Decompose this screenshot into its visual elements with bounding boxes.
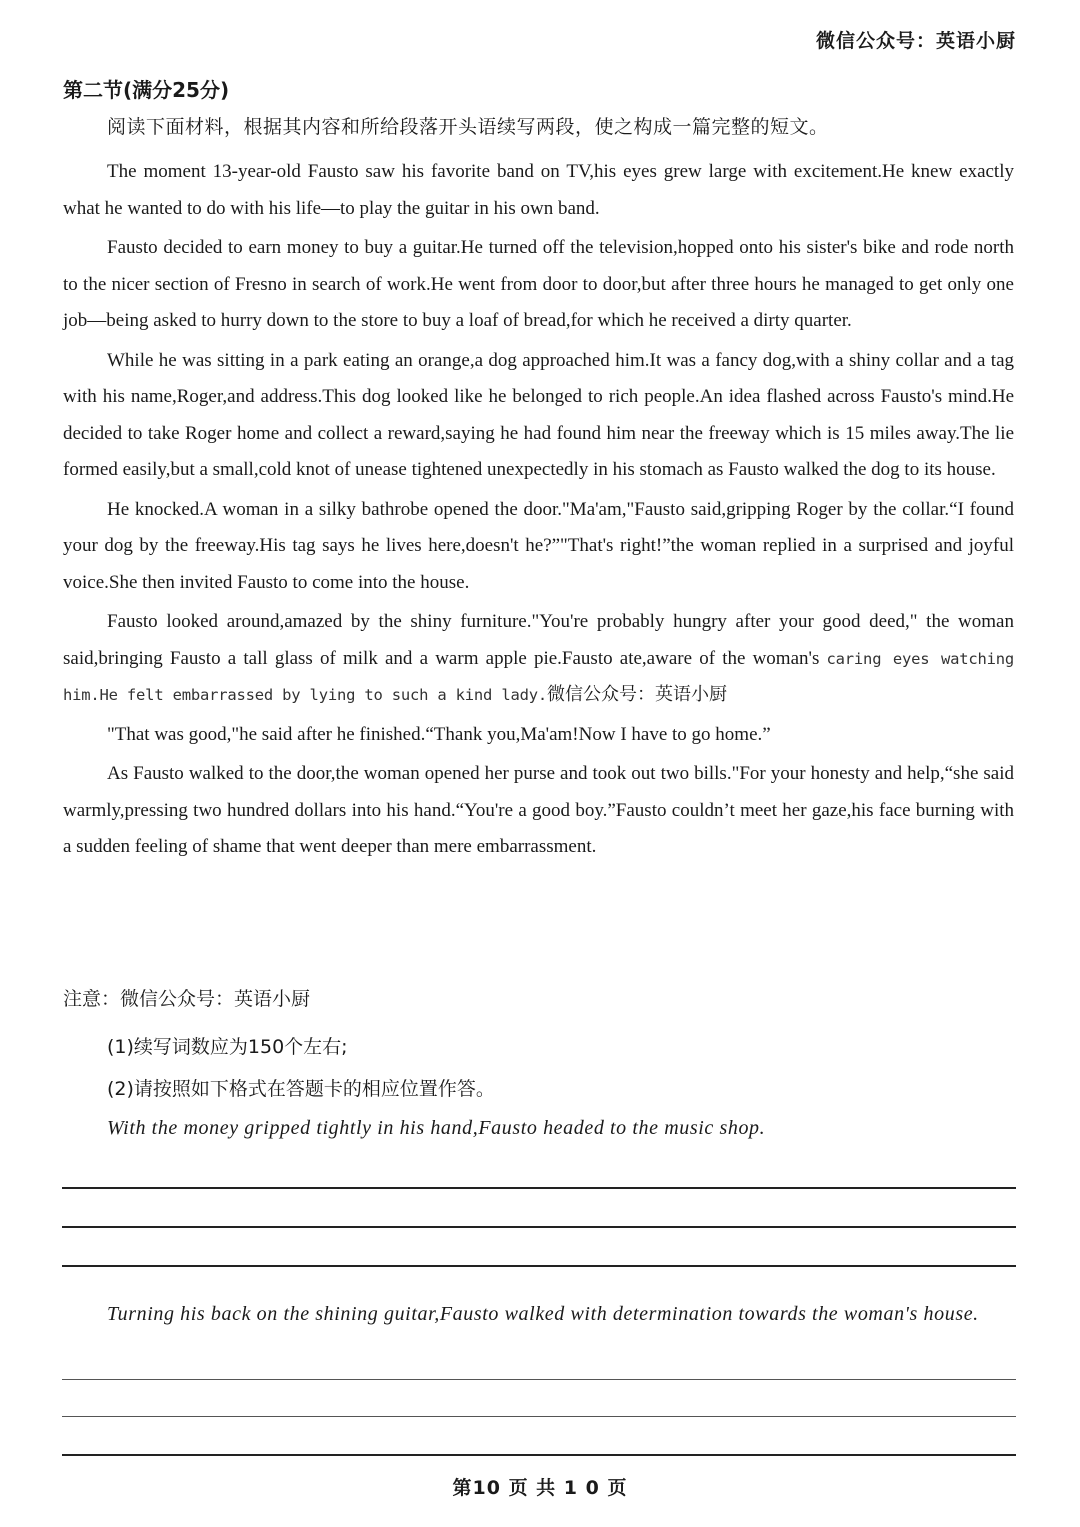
- answer-line: [62, 1416, 1016, 1417]
- passage-paragraph-5: [63, 604, 1014, 714]
- answer-line: [62, 1454, 1016, 1456]
- reading-passage: [63, 154, 1014, 869]
- passage-paragraph-7: As Fausto walked to the door,the woman opened her purse and took out two bills."For your honesty and help,“she said warmly,pressing two hundred dollars into his hand.“You're a good boy.”Fausto couldn’t meet her gaze,his face burning with a sudden feeling of shame that went deeper than mere embarrassment.: [63, 763, 1014, 857]
- paragraph-opener-1: With the money gripped tightly in his hand,Fausto headed to the music shop.: [107, 1117, 766, 1139]
- task-instruction: 阅读下面材料，根据其内容和所给段落开头语续写两段，使之构成一篇完整的短文。: [107, 116, 829, 138]
- passage-paragraph-5-main: Fausto looked around,amazed by the shiny furniture."You're probably hungry after your good deed," the woman said,bringing Fausto a tall glass of milk and a warm apple pie.Fausto ate,aware of the woman's: [63, 611, 1014, 669]
- answer-line: [62, 1379, 1016, 1380]
- passage-paragraph-6: "That was good,"he said after he finished.“Thank you,Ma'am!Now I have to go home.”: [107, 723, 771, 745]
- passage-paragraph-4: He knocked.A woman in a silky bathrobe opened the door."Ma'am,"Fausto said,gripping Roger by the collar.“I found your dog by the freeway.His tag says he lives here,doesn't he?”"That's right!”the woman replied in a surprised and joyful voice.She then invited Fausto to come into the house.: [63, 498, 1014, 593]
- header-watermark: 微信公众号：英语小厨: [815, 30, 1016, 52]
- notice-label: 注意：微信公众号：英语小厨: [63, 988, 311, 1010]
- answer-line: [62, 1226, 1016, 1228]
- requirement-2: (2)请按照如下格式在答题卡的相应位置作答。: [107, 1078, 495, 1100]
- passage-paragraph-3: While he was sitting in a park eating an orange,a dog approached him.It was a fancy dog,with a shiny collar and a tag with his name,Roger,and address.This dog looked like he belonged to rich people.An idea flashed across Fausto's mind.He decided to take Roger home and collect a reward,saying he had found him near the freeway which is 15 miles away.The lie formed easily,but a small,cold knot of unease tightened unexpectedly in his stomach as Fausto walked the dog to its house.: [63, 349, 1014, 480]
- passage-paragraph-5-tail: caring eyes watching him.He felt embarrassed by lying to such a kind lady.: [63, 649, 1015, 704]
- passage-paragraph-2: Fausto decided to earn money to buy a guitar.He turned off the television,hopped onto his sister's bike and rode north to the nicer section of Fresno in search of work.He went from door to door,but after three hours he managed to get only one job—being asked to hurry down to the store to buy a loaf of bread,for which he received a dirty quarter.: [63, 237, 1014, 331]
- answer-line: [62, 1265, 1016, 1267]
- requirement-1: (1)续写词数应为150个左右;: [107, 1036, 348, 1058]
- answer-line: [62, 1187, 1016, 1189]
- inline-watermark: 微信公众号：英语小厨: [547, 684, 727, 705]
- passage-paragraph-1: The moment 13-year-old Fausto saw his favorite band on TV,his eyes grew large with excitement.He knew exactly what he wanted to do with his life—to play the guitar in his own band.: [63, 161, 1014, 219]
- paragraph-opener-2: Turning his back on the shining guitar,Fausto walked with determination towards the woman's house.: [107, 1303, 979, 1325]
- page-number: 第10 页 共 1 0 页: [452, 1477, 628, 1499]
- section-title: 第二节(满分25分): [63, 78, 230, 102]
